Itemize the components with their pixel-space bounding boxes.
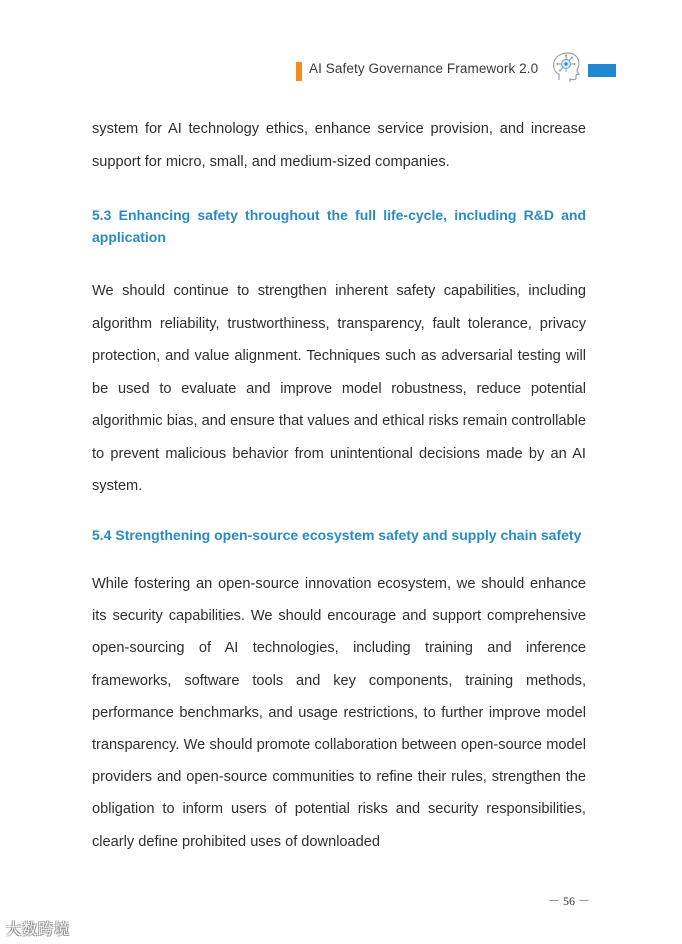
page-header bbox=[0, 56, 682, 88]
section-body-5-3: We should continue to strengthen inherent safety capabilities, including algorithm reliability, trustworthiness, transparency, fault tolerance, privacy protection, and value alignment. Techniques such as adversarial testing will be used to evaluate and improve model robustness, reduce potential algorithmic bias, and ensure that values and ethical risks remain controllable to prevent malicious behavior from unintentional decisions made by an AI system. bbox=[92, 283, 586, 494]
section-heading-5-3: 5.3 Enhancing safety throughout the full life-cycle, including R&D and application bbox=[92, 207, 586, 245]
section-heading-5-4: 5.4 Strengthening open-source ecosystem safety and supply chain safety bbox=[92, 527, 582, 543]
header-title: AI Safety Governance Framework 2.0 bbox=[309, 61, 539, 76]
watermark: 大数跨境 bbox=[6, 921, 71, 938]
paragraph-continued: system for AI technology ethics, enhance service provision, and increase support for micro, small, and medium-sized companies. bbox=[92, 121, 586, 170]
header-blue-bar bbox=[588, 64, 616, 77]
section-body-5-4: While fostering an open-source innovation ecosystem, we should enhance its security capabilities. We should encourage and support comprehensive open-sourcing of AI technologies, including training and inference frameworks, software tools and key components, training methods, performance benchmarks, and usage restrictions, to further improve model transparency. We should promote collaboration between open-source model providers and open-source communities to refine their rules, strengthen the obligation to inform users of potential risks and security responsibilities, clearly define prohibited uses of downloaded bbox=[92, 576, 586, 850]
ai-head-circuit-icon bbox=[549, 50, 583, 84]
header-orange-bar bbox=[296, 62, 302, 81]
page-number: － 56 － bbox=[548, 894, 591, 908]
